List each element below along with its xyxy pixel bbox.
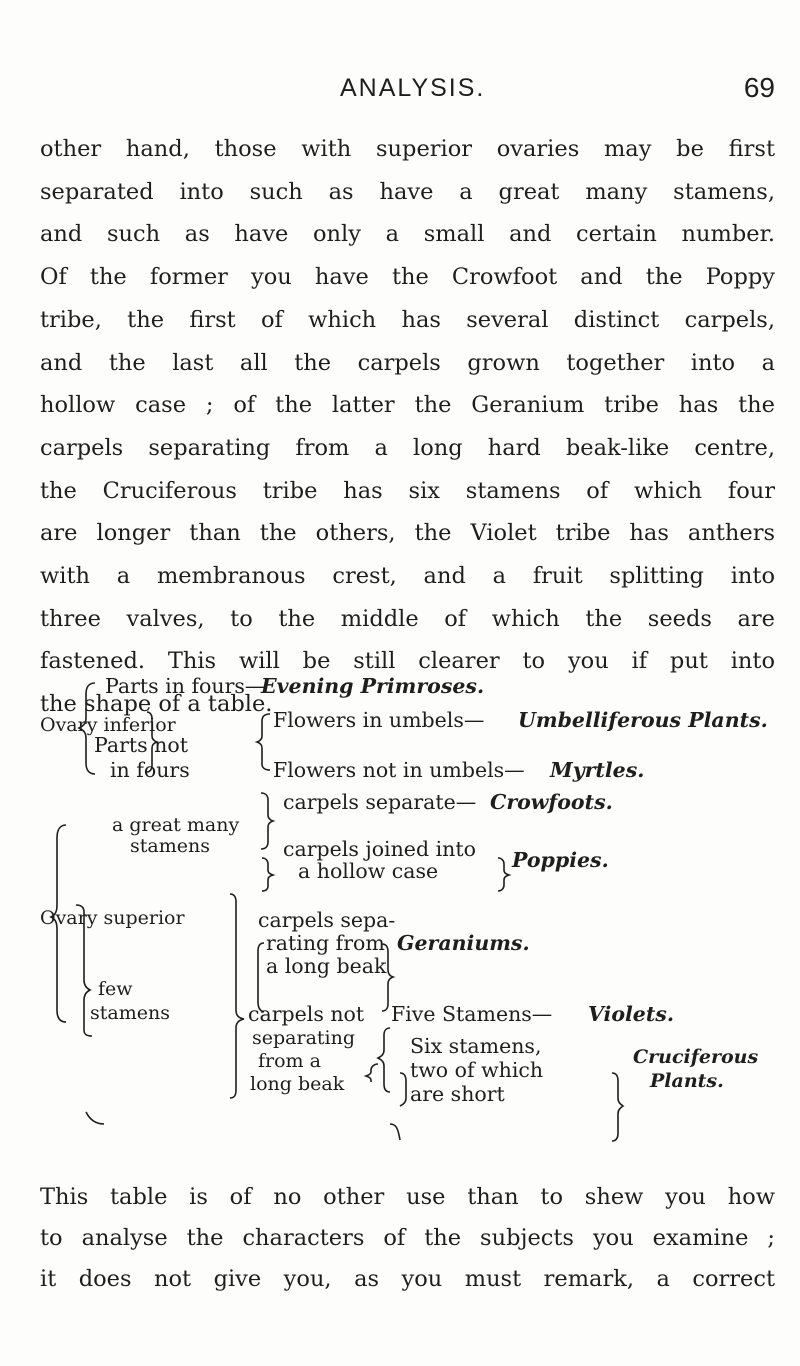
umbelliferous-plants: Umbelliferous Plants. — [518, 708, 768, 732]
page-number: 69 — [743, 72, 775, 103]
separating: separating — [252, 1027, 356, 1049]
text-line: it does not give you, as you must remark, a correct — [40, 1266, 775, 1292]
text-line: and the last all the carpels grown together into a — [40, 349, 775, 376]
cruciferous-plants: Plants. — [650, 1070, 724, 1092]
a-long-beak: a long beak — [266, 954, 387, 978]
ovary-superior-label: Ovary superior — [40, 907, 185, 929]
text-line: the Cruciferous tribe has six stamens of which four — [40, 477, 775, 504]
text-line: fastened. This will be still clearer to you if put into — [40, 648, 775, 675]
brace-are-short — [390, 1124, 400, 1140]
brace-flowers — [257, 714, 270, 770]
rating-from: rating from — [266, 931, 385, 955]
text-line: This table is of no other use than to shew you how — [40, 1184, 775, 1210]
brace-cruciferous — [612, 1073, 623, 1141]
running-title: ANALYSIS. — [340, 74, 486, 102]
parts-in-fours: Parts in fours— — [105, 674, 266, 698]
text-line: and such as have only a small and certain number. — [40, 221, 775, 248]
poppies: Poppies. — [512, 848, 609, 872]
brace-few — [230, 894, 244, 1098]
text-line: carpels separating from a long hard beak-like centre, — [40, 434, 775, 461]
a-great-many: a great many — [112, 814, 240, 836]
geraniums: Geraniums. — [397, 931, 530, 955]
carpels-not: carpels not — [248, 1002, 365, 1026]
closing-paragraph — [40, 1177, 775, 1300]
carpels-joined-into: carpels joined into — [283, 837, 476, 861]
brace-great-many — [261, 793, 273, 849]
carpels-separate: carpels separate— — [283, 790, 477, 814]
long-beak: long beak — [250, 1073, 345, 1095]
flowers-in-umbels: Flowers in umbels— — [273, 708, 485, 732]
text-line: hollow case ; of the latter the Geranium tribe has the — [40, 392, 775, 419]
stamens-few: stamens — [90, 1002, 170, 1024]
myrtles: Myrtles. — [550, 758, 645, 782]
cruciferous: Cruciferous — [633, 1046, 759, 1068]
brace-poppies — [498, 858, 509, 891]
text-line: separated into such as have a great many stamens, — [40, 178, 775, 205]
few: few — [98, 978, 133, 1000]
parts-not: Parts not — [94, 733, 188, 757]
flowers-not-in-umbels: Flowers not in umbels— — [273, 758, 525, 782]
from-a: from a — [258, 1050, 321, 1072]
brace-long-beak — [86, 1112, 104, 1124]
five-stamens: Five Stamens— — [391, 1002, 553, 1026]
crowfoots: Crowfoots. — [490, 790, 613, 814]
violets: Violets. — [588, 1002, 674, 1026]
six-stamens: Six stamens, — [410, 1034, 542, 1058]
text-line: three valves, to the middle of which the seeds are — [40, 605, 775, 632]
in-fours: in fours — [110, 758, 190, 782]
brace-separating — [366, 1064, 378, 1082]
two-of-which: two of which — [410, 1058, 544, 1082]
text-line: tribe, the first of which has several distinct carpels, — [40, 306, 775, 333]
evening-primroses: Evening Primroses. — [261, 674, 485, 698]
text-line: to analyse the characters of the subjects you examine ; — [40, 1225, 775, 1251]
a-hollow-case: a hollow case — [298, 859, 439, 883]
text-line: Of the former you have the Crowfoot and the Poppy — [40, 264, 775, 291]
stamens-many: stamens — [130, 835, 210, 857]
are-short: are short — [410, 1082, 505, 1106]
text-line: the shape of a table. — [40, 691, 273, 718]
text-line: other hand, those with superior ovaries may be first — [40, 136, 775, 162]
ovary-inferior-label: Ovary inferior — [40, 714, 176, 736]
brace-carpels-joined — [262, 858, 273, 891]
text-line: are longer than the others, the Violet tribe has anthers — [40, 520, 775, 547]
brace-carpels-not — [378, 1028, 390, 1092]
carpels-sepa: carpels sepa- — [258, 908, 396, 932]
text-line: with a membranous crest, and a fruit splitting into — [40, 563, 775, 590]
brace-six-stamens — [400, 1073, 406, 1106]
